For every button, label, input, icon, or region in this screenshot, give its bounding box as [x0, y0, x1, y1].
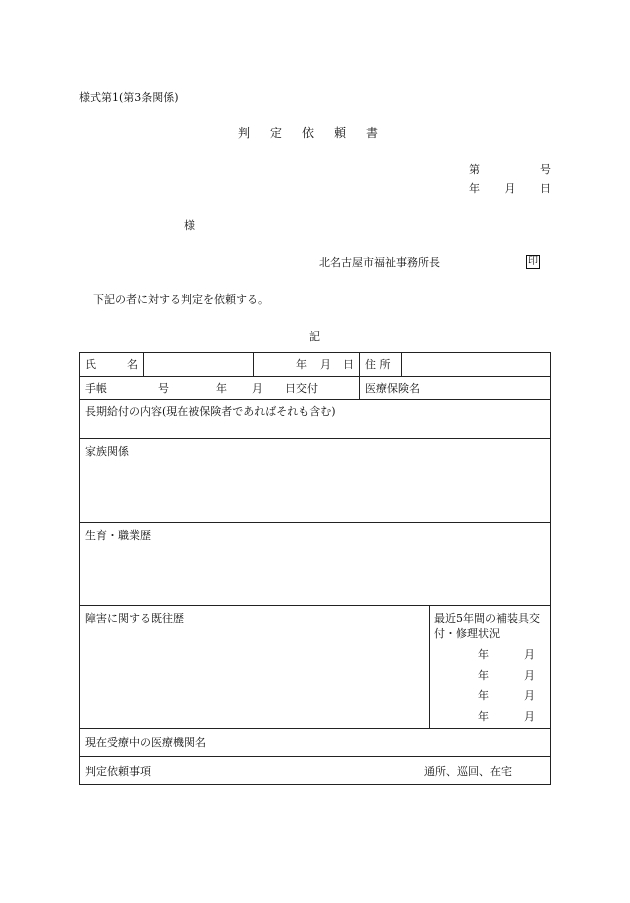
number-label-right: 号 — [540, 163, 551, 176]
techo-month-label: 月 — [252, 382, 263, 395]
document-number — [469, 164, 551, 175]
issuer: 北名古屋市福祉事務所長 — [319, 256, 440, 269]
equipment-year-3: 年 — [478, 689, 489, 702]
name-label-2: 名 — [127, 358, 138, 371]
insurance-label: 医療保険名 — [365, 382, 420, 395]
techo-label: 手帳 — [85, 382, 107, 395]
document-date — [469, 183, 551, 194]
row-divider — [80, 376, 550, 377]
divider — [359, 376, 360, 399]
upbringing-field[interactable] — [80, 523, 550, 605]
equipment-title-line2: 付・修理状況 — [434, 627, 500, 640]
current-institution-label: 現在受療中の医療機関名 — [85, 736, 206, 749]
equipment-year-2: 年 — [478, 669, 489, 682]
date-day: 日 — [540, 182, 551, 195]
equipment-title-line1: 最近5年間の補装具交 — [434, 612, 540, 625]
birth-month-label: 月 — [320, 358, 331, 371]
family-label: 家族関係 — [85, 445, 129, 458]
long-term-benefits-label: 長期給付の内容(現在被保険者であればそれも含む) — [85, 405, 336, 418]
equipment-year-4: 年 — [478, 710, 489, 723]
birth-day-label: 日 — [343, 358, 354, 371]
equipment-month-3: 月 — [524, 689, 535, 702]
techo-number-label: 号 — [158, 382, 169, 395]
judgment-items-label: 判定依頼事項 — [85, 765, 151, 778]
row-divider — [80, 756, 550, 757]
techo-issued-label: 日交付 — [285, 382, 318, 395]
number-label-left: 第 — [469, 163, 480, 176]
name-field[interactable] — [144, 353, 253, 376]
name-label-1: 氏 — [85, 358, 96, 371]
ki-heading: 記 — [309, 330, 320, 343]
divider — [359, 353, 360, 376]
upbringing-label: 生育・職業歴 — [85, 529, 151, 542]
family-field[interactable] — [80, 439, 550, 522]
form-id: 様式第1(第3条関係) — [79, 91, 179, 104]
address-label: 住 所 — [365, 358, 391, 371]
request-text: 下記の者に対する判定を依頼する。 — [93, 293, 269, 306]
disability-history-label: 障害に関する既往歴 — [85, 612, 184, 625]
page-title: 判定依頼書 — [238, 126, 399, 140]
date-year: 年 — [469, 182, 480, 195]
date-month: 月 — [504, 182, 516, 195]
current-institution-field[interactable] — [80, 729, 550, 756]
equipment-year-1: 年 — [478, 648, 489, 661]
seal-mark: 印 — [528, 256, 538, 267]
equipment-month-2: 月 — [524, 669, 535, 682]
disability-history-field[interactable] — [80, 606, 429, 728]
equipment-month-1: 月 — [524, 648, 535, 661]
request-form-table — [79, 352, 551, 785]
address-field[interactable] — [402, 353, 550, 376]
long-term-benefits-field[interactable] — [80, 400, 550, 438]
birth-year-label: 年 — [296, 358, 307, 371]
equipment-month-4: 月 — [524, 710, 535, 723]
divider — [429, 605, 430, 728]
judgment-options: 通所、巡回、在宅 — [424, 765, 512, 778]
techo-year-label: 年 — [216, 382, 227, 395]
addressee-suffix: 様 — [184, 219, 195, 232]
